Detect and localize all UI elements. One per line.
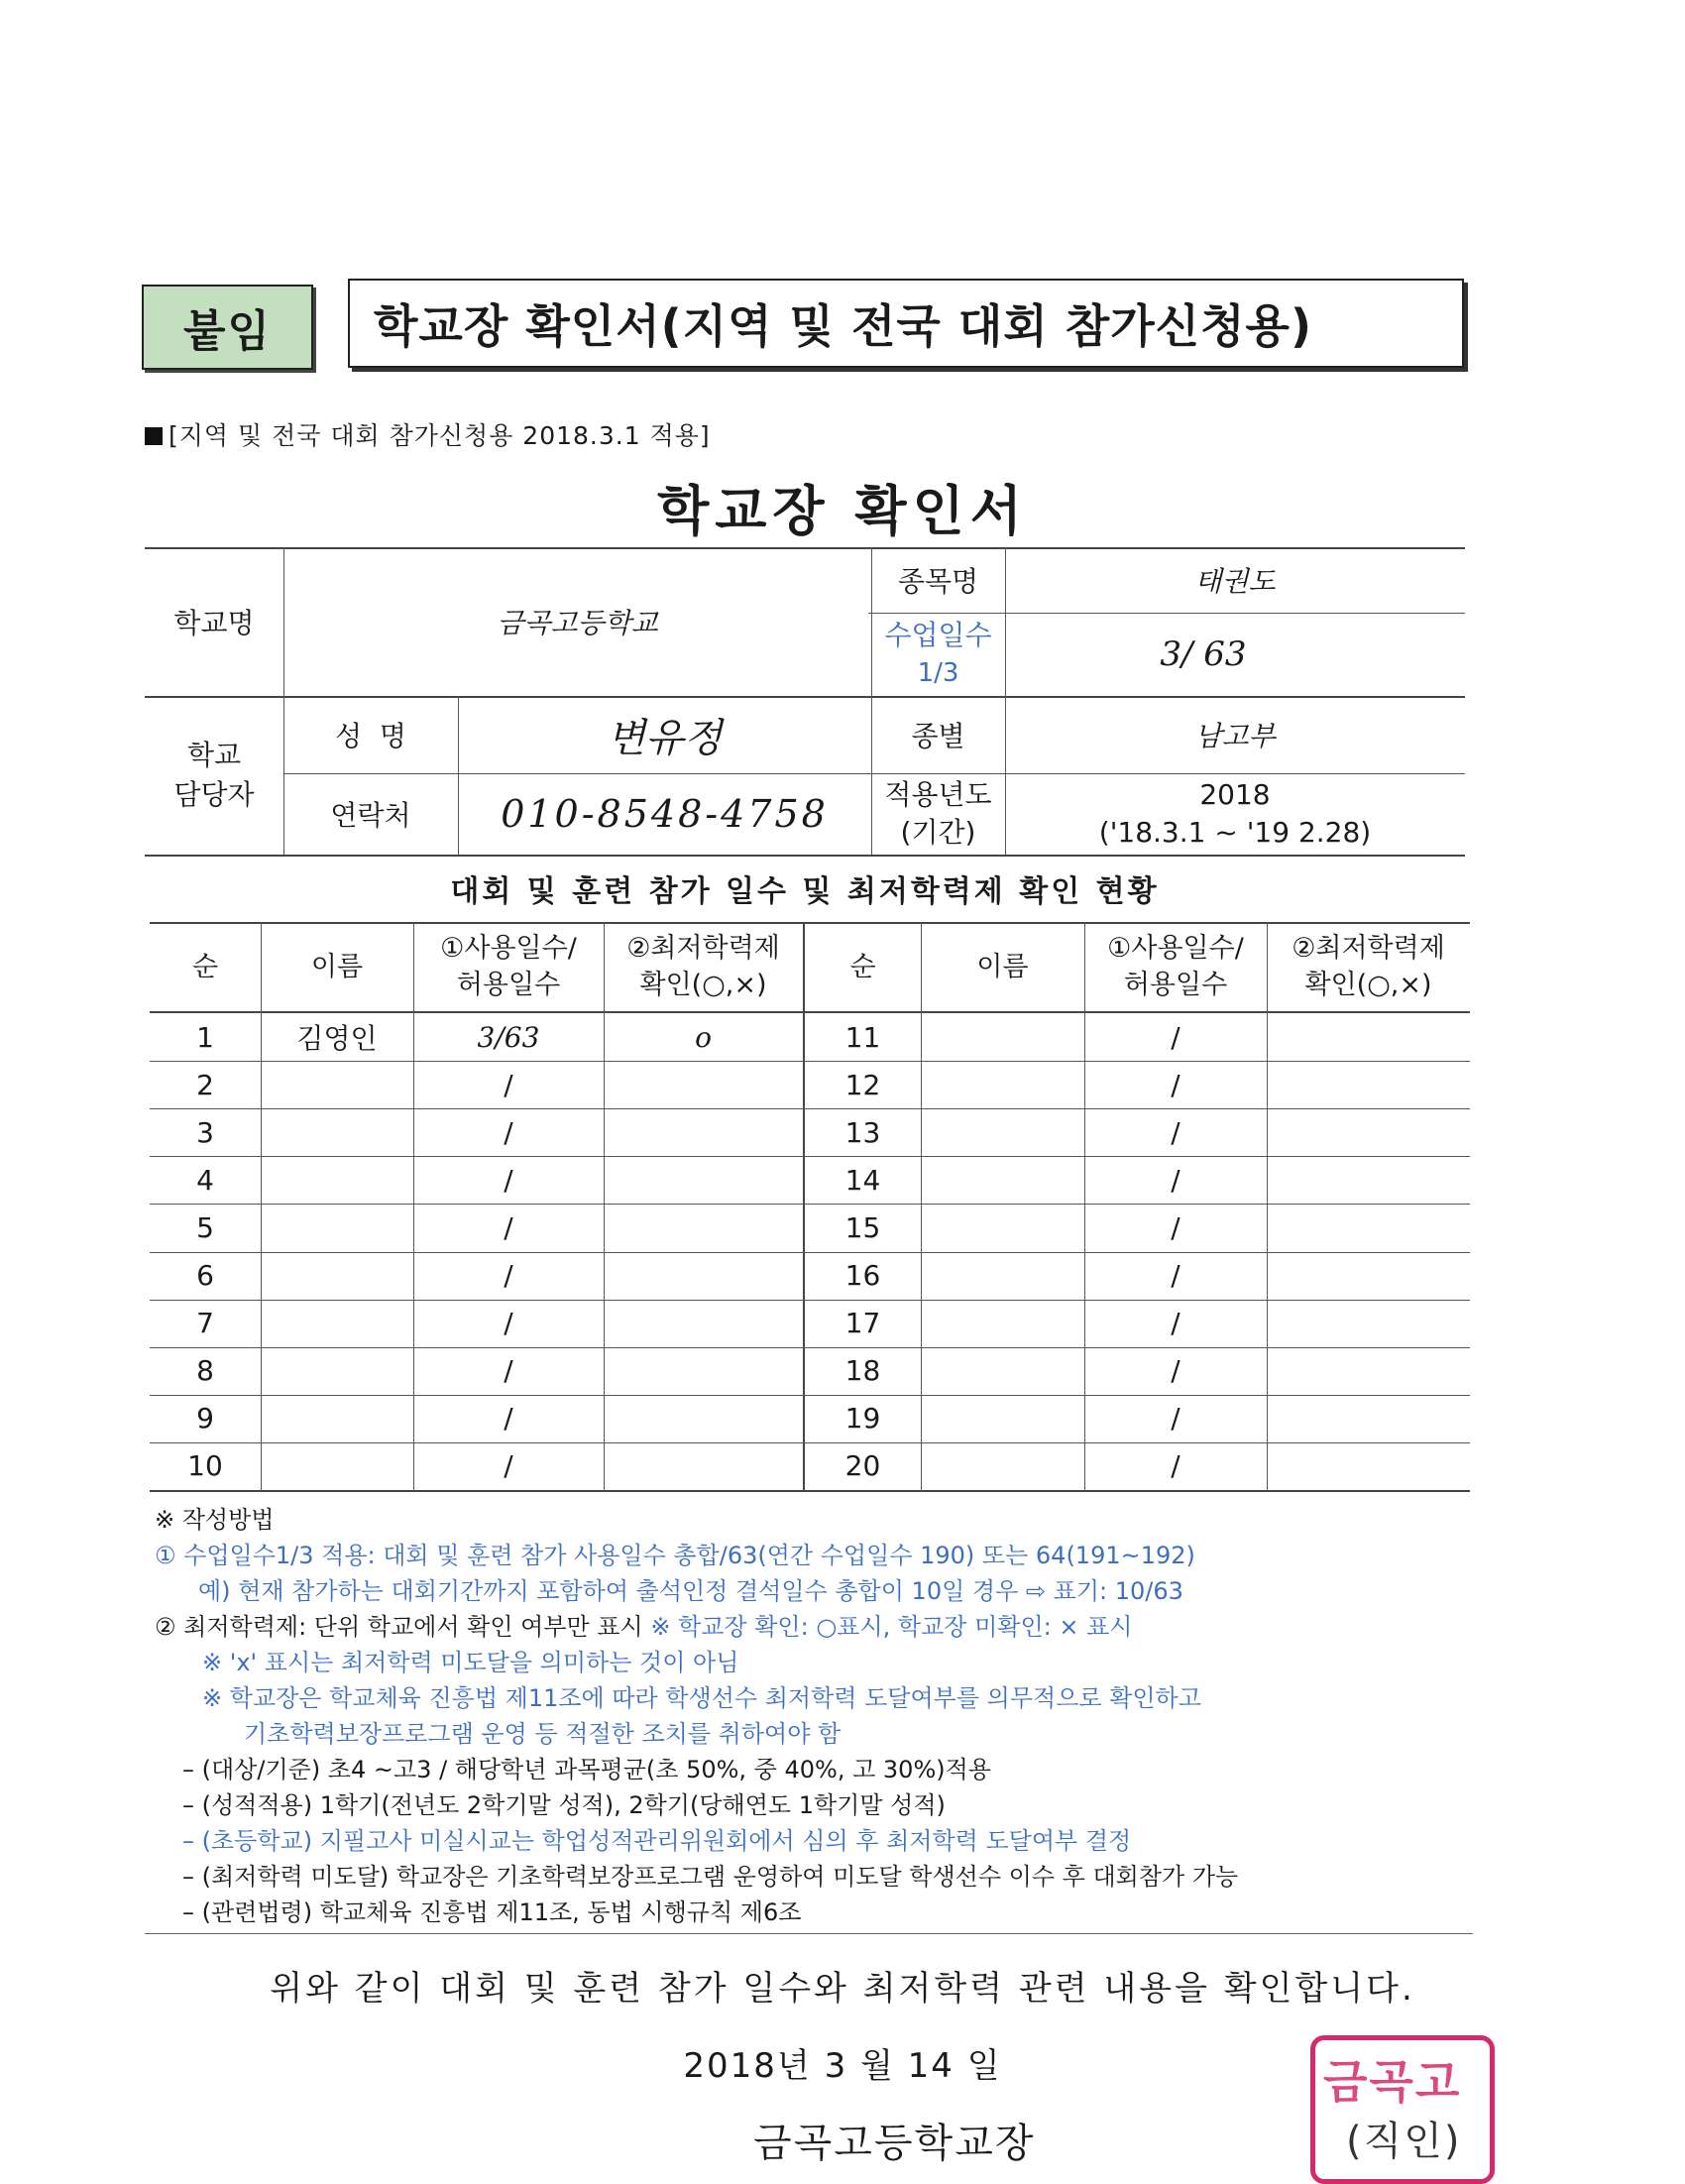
cell-right-check (1267, 1442, 1470, 1490)
notes-divider (145, 1933, 1473, 1934)
cell-left-no: 1 (196, 1020, 214, 1054)
note-4a: ※ 학교장은 학교체육 진흥법 제11조에 따라 학생선수 최저학력 도달여부를 의무적으로 확인하고 (202, 1684, 1201, 1712)
name-label: 성 명 (335, 720, 406, 752)
cell-right-check (1267, 1013, 1470, 1061)
cell-right-check (1267, 1395, 1470, 1442)
year-value (1005, 773, 1465, 855)
cell-left-used: / (504, 1163, 513, 1197)
cell-left-no: 6 (196, 1259, 214, 1293)
class-days-value: 3/ 63 (1160, 634, 1247, 674)
cell-left-check: o (695, 1020, 712, 1054)
header-check-left-2: 확인(○,×) (639, 970, 767, 1000)
issue-date: 2018년 3 월 14 일 (683, 2046, 1002, 2086)
cell-right-no: 15 (844, 1210, 881, 1244)
header-check-left (604, 922, 803, 1011)
black-square-icon (145, 427, 163, 445)
header-no-left: 순 (191, 951, 219, 982)
cell-right-check (1267, 1347, 1470, 1395)
cell-left-no: 8 (196, 1354, 214, 1388)
staff-label-2: 담당자 (173, 778, 255, 811)
cell-right-no: 19 (844, 1402, 881, 1436)
cell-right-name (921, 1252, 1084, 1300)
cell-right-used: / (1171, 1307, 1180, 1340)
cell-left-name (261, 1442, 413, 1490)
header-used-left-1: ①사용일수/ (440, 933, 577, 964)
cell-left-no: 5 (196, 1210, 214, 1244)
cell-left-check (604, 1300, 803, 1347)
cell-right-no: 16 (844, 1259, 881, 1293)
cell-left-check (604, 1156, 803, 1204)
note-2b: ※ 학교장 확인: ○표시, 학교장 미확인: × 표시 (650, 1613, 1133, 1641)
cell-right-no: 14 (844, 1163, 881, 1197)
header-used-left (413, 922, 604, 1011)
cell-left-name (261, 1156, 413, 1204)
category-value: 남고부 (1194, 720, 1276, 752)
year-label (871, 773, 1005, 855)
event-label: 종목명 (897, 565, 979, 598)
cell-right-name (921, 1156, 1084, 1204)
cell-left-used: / (504, 1115, 513, 1149)
cell-right-no: 17 (844, 1307, 881, 1340)
section-title: 대회 및 훈련 참가 일수 및 최저학력제 확인 현황 (450, 874, 1160, 909)
contact-label: 연락처 (330, 799, 411, 832)
attachment-badge: 붙임 (142, 285, 313, 370)
cell-left-name (261, 1300, 413, 1347)
cell-left-no: 2 (196, 1068, 214, 1101)
cell-left-check (604, 1442, 803, 1490)
participation-table (150, 922, 1470, 1492)
cell-right-check (1267, 1108, 1470, 1156)
cell-right-name (921, 1442, 1084, 1490)
cell-left-used: / (504, 1449, 513, 1483)
contact-value: 010-8548-4758 (501, 792, 829, 836)
note-3: ※ 'x' 표시는 최저학력 미도달을 의미하는 것이 아님 (202, 1649, 739, 1676)
principal-signature-line: 금곡고등학교장 (753, 2121, 1036, 2166)
cell-left-no: 9 (196, 1402, 214, 1436)
subtitle (145, 416, 711, 452)
header-used-right (1084, 922, 1267, 1011)
cell-left-used: 3/63 (477, 1020, 540, 1054)
header-check-right-1: ②최저학력제 (1292, 933, 1445, 964)
note-2a: ② 최저학력제: 단위 학교에서 확인 여부만 표시 (155, 1613, 643, 1641)
class-days-label-2: 1/3 (917, 658, 959, 688)
cell-left-no: 10 (187, 1449, 223, 1483)
cell-right-used: / (1171, 1354, 1180, 1388)
cell-left-name (261, 1204, 413, 1251)
notes-heading: ※ 작성방법 (155, 1506, 275, 1534)
cell-left-name (261, 1395, 413, 1442)
cell-right-used: / (1171, 1402, 1180, 1436)
year-value-2: ('18.3.1 ~ '19 2.28) (1098, 816, 1372, 849)
year-label-1: 적용년도 (884, 778, 992, 811)
cell-right-name (921, 1395, 1084, 1442)
staff-label-1: 학교 (186, 739, 242, 771)
event-value: 태권도 (1194, 565, 1276, 598)
cell-left-name: 김영인 (296, 1022, 378, 1056)
cell-left-name (261, 1347, 413, 1395)
cell-right-used: / (1171, 1068, 1180, 1101)
cell-left-no: 7 (196, 1307, 214, 1340)
cell-left-used: / (504, 1068, 513, 1101)
seal-label: (직인) (1346, 2119, 1462, 2164)
cell-left-no: 4 (196, 1163, 214, 1197)
cell-left-used: / (504, 1210, 513, 1244)
note-1b: 예) 현재 참가하는 대회기간까지 포함하여 출석인정 결석일수 총합이 10일 경우 ⇨ 표기: 10/63 (198, 1577, 1183, 1605)
school-value: 금곡고등학교 (497, 607, 658, 639)
cell-right-used: / (1171, 1115, 1180, 1149)
cell-right-name (921, 1204, 1084, 1251)
header-check-left-1: ②최저학력제 (626, 933, 780, 964)
header-check-right-2: 확인(○,×) (1304, 970, 1432, 1000)
cell-left-used: / (504, 1354, 513, 1388)
banner-title: 학교장 확인서(지역 및 전국 대회 참가신청용) (348, 279, 1464, 368)
seal-glyphs: 금곡고 (1323, 2055, 1462, 2109)
cell-right-name (921, 1061, 1084, 1108)
cell-right-check (1267, 1300, 1470, 1347)
cell-right-used: / (1171, 1163, 1180, 1197)
cell-right-check (1267, 1156, 1470, 1204)
note-1a: ① 수업일수1/3 적용: 대회 및 훈련 참가 사용일수 총합/63(연간 수업일수 190) 또는 64(191~192) (155, 1542, 1195, 1569)
detail-2: – (성적적용) 1학기(전년도 2학기말 성적), 2학기(당해연도 1학기말 성적) (182, 1791, 946, 1819)
header-used-right-2: 허용일수 (1123, 970, 1228, 1000)
class-days-label (871, 613, 1005, 696)
header-no-right: 순 (849, 951, 876, 982)
detail-4: – (최저학력 미도달) 학교장은 기초학력보장프로그램 운영하여 미도달 학생선수 이수 후 대회참가 가능 (182, 1863, 1239, 1891)
cell-right-name (921, 1013, 1084, 1061)
cell-left-no: 3 (196, 1115, 214, 1149)
cell-right-used: / (1171, 1210, 1180, 1244)
category-label: 종별 (911, 720, 965, 752)
year-label-2: (기간) (900, 816, 976, 849)
cell-left-check (604, 1252, 803, 1300)
cell-left-check (604, 1347, 803, 1395)
cell-right-no: 20 (844, 1449, 881, 1483)
cell-right-no: 18 (844, 1354, 881, 1388)
cell-left-check (604, 1395, 803, 1442)
cell-right-name (921, 1300, 1084, 1347)
cell-left-check (604, 1204, 803, 1251)
note-2 (155, 1609, 1132, 1645)
cell-right-check (1267, 1252, 1470, 1300)
cell-right-name (921, 1347, 1084, 1395)
staff-label (145, 696, 283, 855)
page-title: 학교장 확인서 (657, 480, 1028, 542)
cell-right-name (921, 1108, 1084, 1156)
subtitle-text: [지역 및 전국 대회 참가신청용 2018.3.1 적용] (168, 421, 711, 450)
header-check-right (1267, 922, 1470, 1011)
cell-left-name (261, 1252, 413, 1300)
cell-left-name (261, 1061, 413, 1108)
cell-left-check (604, 1108, 803, 1156)
info-table (145, 547, 1465, 857)
cell-left-used: / (504, 1259, 513, 1293)
cell-right-no: 13 (844, 1115, 881, 1149)
detail-3: – (초등학교) 지필고사 미실시교는 학업성적관리위원회에서 심의 후 최저학력 도달여부 결정 (182, 1827, 1132, 1855)
header-used-right-1: ①사용일수/ (1107, 933, 1244, 964)
cell-right-used: / (1171, 1259, 1180, 1293)
header-name-right: 이름 (976, 951, 1029, 982)
detail-5: – (관련법령) 학교체육 진흥법 제11조, 동법 시행규칙 제6조 (182, 1898, 802, 1926)
cell-right-check (1267, 1204, 1470, 1251)
year-value-1: 2018 (1199, 778, 1271, 811)
school-label: 학교명 (173, 607, 255, 639)
cell-right-no: 11 (844, 1020, 881, 1054)
cell-left-used: / (504, 1402, 513, 1436)
note-4b: 기초학력보장프로그램 운영 등 적절한 조치를 취하여야 함 (244, 1720, 842, 1748)
header-used-left-2: 허용일수 (456, 970, 561, 1000)
cell-right-check (1267, 1061, 1470, 1108)
detail-1: – (대상/기준) 초4 ~고3 / 해당학년 과목평균(초 50%, 중 40%, 고 30%)적용 (182, 1756, 991, 1783)
cell-left-name (261, 1108, 413, 1156)
cell-left-used: / (504, 1307, 513, 1340)
cell-left-check (604, 1061, 803, 1108)
confirmation-statement: 위와 같이 대회 및 훈련 참가 일수와 최저학력 관련 내용을 확인합니다. (270, 1969, 1415, 2009)
header-name-left: 이름 (310, 951, 364, 982)
cell-right-used: / (1171, 1020, 1180, 1054)
name-value: 변유정 (607, 715, 723, 761)
cell-right-no: 12 (844, 1068, 881, 1101)
class-days-label-1: 수업일수 (884, 619, 992, 651)
cell-right-used: / (1171, 1449, 1180, 1483)
